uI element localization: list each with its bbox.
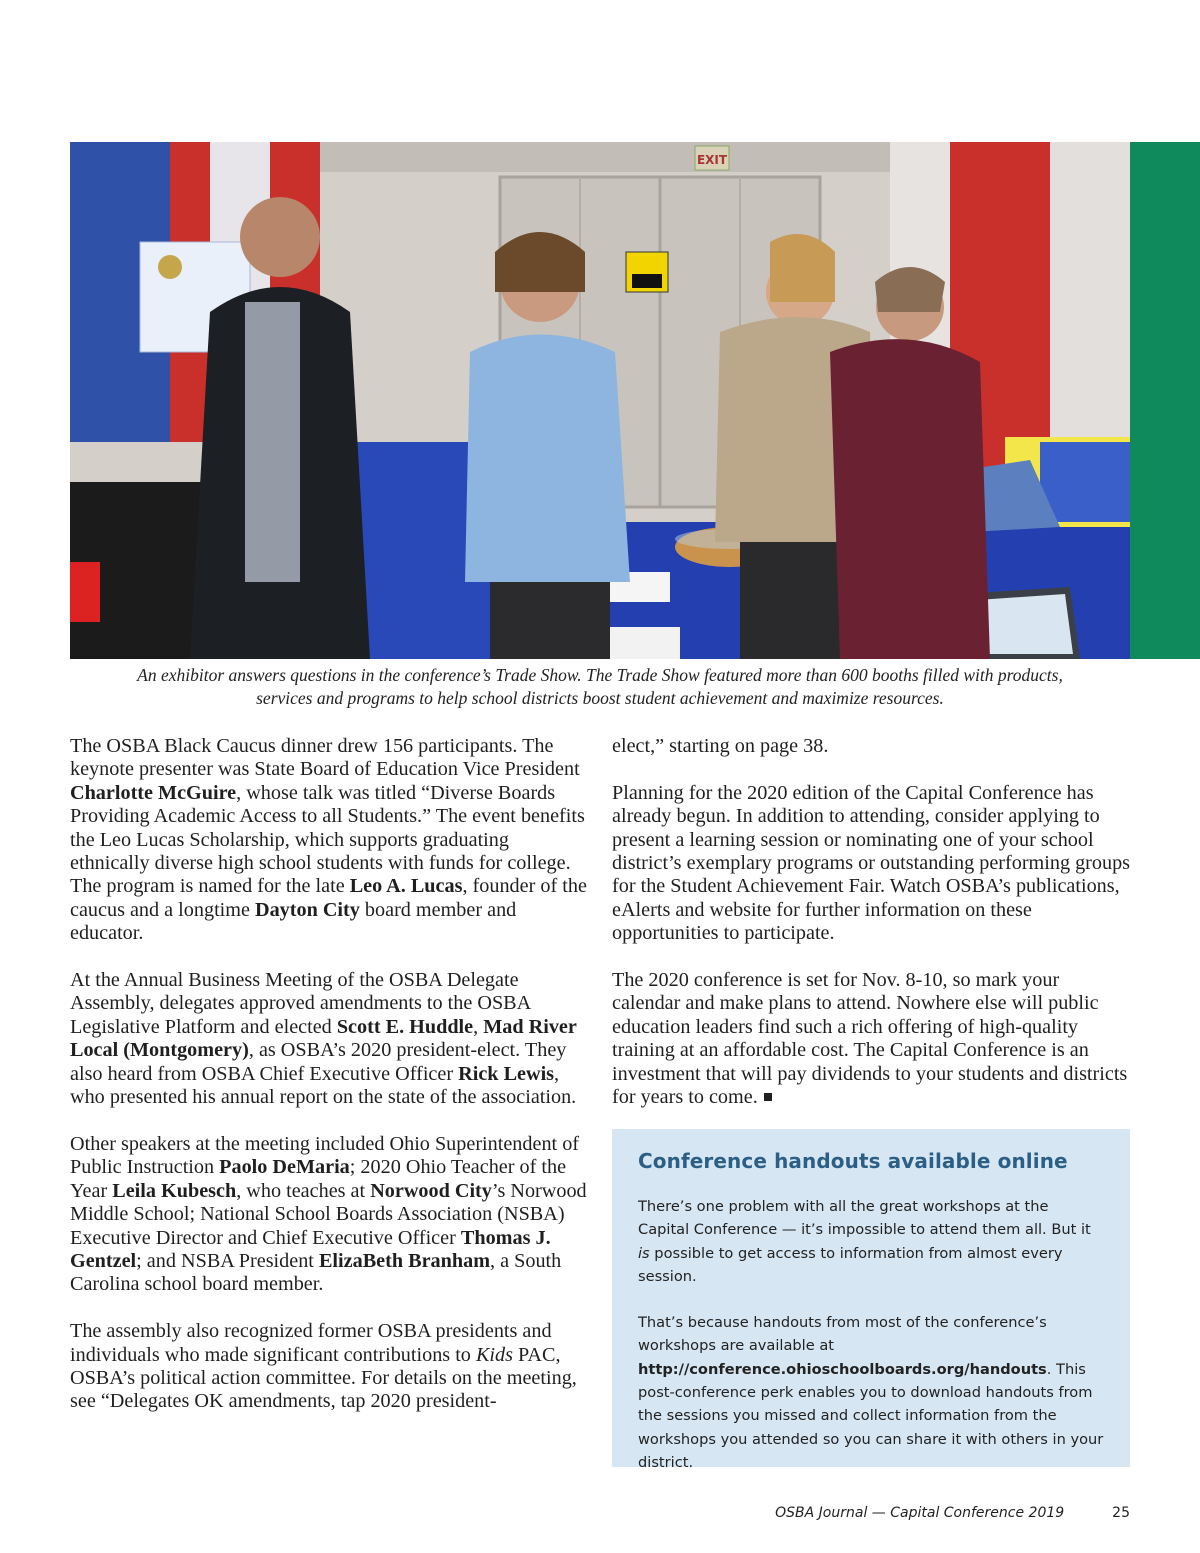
paragraph-2020-conference: The 2020 conference is set for Nov. 8-10, so mark your calendar and make plans to attend. Nowhere else will public education leaders find such a rich offering of high-quality training at an affordable cost. The Capital Conference is an investment that will pay dividends to your students and districts for years to come.	[612, 969, 1128, 1109]
name-dayton-city: Dayton City	[255, 898, 360, 921]
sidebar-paragraph-2: That’s because handouts from most of the conference’s workshops are available at http://conference.ohioschoolboards.org/handouts. This post-conference perk enables you to download handouts from the sessions you missed and collect information from the workshops you attended so you can share it with others in your district.	[638, 1314, 1104, 1471]
photo-caption	[70, 664, 1130, 710]
name-leila-kubesch: Leila Kubesch	[112, 1179, 237, 1202]
trade-show-photo	[70, 142, 1130, 659]
name-thomas-gentzel: Thomas J. Gentzel	[70, 1226, 551, 1272]
sidebar-paragraph-1: There’s one problem with all the great workshops at the Capital Conference — it’s impossible to attend them all. But it is possible to get access to information from almost every session.	[638, 1198, 1091, 1285]
paragraph-other-speakers: Other speakers at the meeting included Ohio Superintendent of Public Instruction Paolo DeMaria; 2020 Ohio Teacher of the Year Leila Kubesch, who teaches at Norwood City’s Norwood Middle School; National School Boards Association (NSBA) Executive Director and Chief Executive Officer Thomas J. Gentzel; and NSBA President ElizaBeth Branham, a South Carolina school board member.	[70, 1132, 587, 1296]
name-rick-lewis: Rick Lewis	[458, 1062, 555, 1085]
name-mad-river-local: Mad River Local (Montgomery)	[70, 1015, 577, 1062]
paragraph-business-meeting: At the Annual Business Meeting of the OSBA Delegate Assembly, delegates approved amendments to the OSBA Legislative Platform and elected Scott E. Huddle, Mad River Local (Montgomery), as OSBA’s 2020 president-elect. They also heard from OSBA Chief Executive Officer Rick Lewis, who presented his annual report on the state of the association.	[70, 969, 577, 1109]
name-norwood-city: Norwood City	[370, 1179, 492, 1202]
photo-illustration	[70, 142, 1130, 659]
kids-italic: Kids	[475, 1343, 513, 1366]
end-of-article-mark	[764, 1093, 772, 1101]
left-column	[70, 735, 590, 1437]
name-leo-lucas: Leo A. Lucas	[349, 875, 463, 898]
name-scott-huddle: Scott E. Huddle	[336, 1015, 474, 1038]
handouts-url-link[interactable]: http://conference.ohioschoolboards.org/handouts	[638, 1360, 1047, 1378]
paragraph-planning-2020: Planning for the 2020 edition of the Capital Conference has already begun. In addition to attending, consider applying to present a learning session or nominating one of your school district’s exemplary programs or outstanding performing groups for the Student Achievement Fair. Watch OSBA’s publications, eAlerts and website for further information on these opportunities to participate.	[612, 781, 1131, 945]
paragraph-black-caucus: The OSBA Black Caucus dinner drew 156 participants. The keynote presenter was State Board of Education Vice President Charlotte McGuire, whose talk was titled “Diverse Boards Providing Academic Access to all Students.” The event benefits the Leo Lucas Scholarship, which supports graduating ethnically diverse high school students with funds for college. The program is named for the late Leo A. Lucas, founder of the caucus and a longtime Dayton City board member and educator.	[70, 735, 587, 945]
is-italic: is	[638, 1244, 650, 1262]
page-footer	[600, 1505, 1130, 1521]
footer-journal-title: OSBA Journal — Capital Conference 2019	[775, 1505, 1065, 1521]
paragraph-assembly-recognized: The assembly also recognized former OSBA presidents and individuals who made significant contributions to Kids PAC, OSBA’s political action committee. For details on the meeting, see “Delegates OK amendments, tap 2020 president-	[70, 1320, 577, 1413]
section-color-tab	[1130, 142, 1200, 659]
right-column	[612, 735, 1132, 1133]
name-elizabeth-branham: ElizaBeth Branham	[318, 1249, 491, 1272]
sidebar-title: Conference handouts available online	[638, 1149, 1068, 1173]
name-charlotte-mcguire: Charlotte McGuire	[70, 781, 237, 804]
caption-line-1: An exhibitor answers questions in the conference’s Trade Show. The Trade Show featured more than 600 booths filled with products,	[137, 665, 1063, 685]
handouts-sidebar	[612, 1129, 1130, 1471]
name-paolo-demaria: Paolo DeMaria	[219, 1156, 350, 1179]
exit-sign: EXIT	[696, 153, 728, 167]
page-number: 25	[1112, 1505, 1130, 1521]
paragraph-continuation: elect,” starting on page 38.	[612, 735, 829, 757]
caption-line-2: services and programs to help school districts boost student achievement and maximize resources.	[256, 688, 944, 708]
